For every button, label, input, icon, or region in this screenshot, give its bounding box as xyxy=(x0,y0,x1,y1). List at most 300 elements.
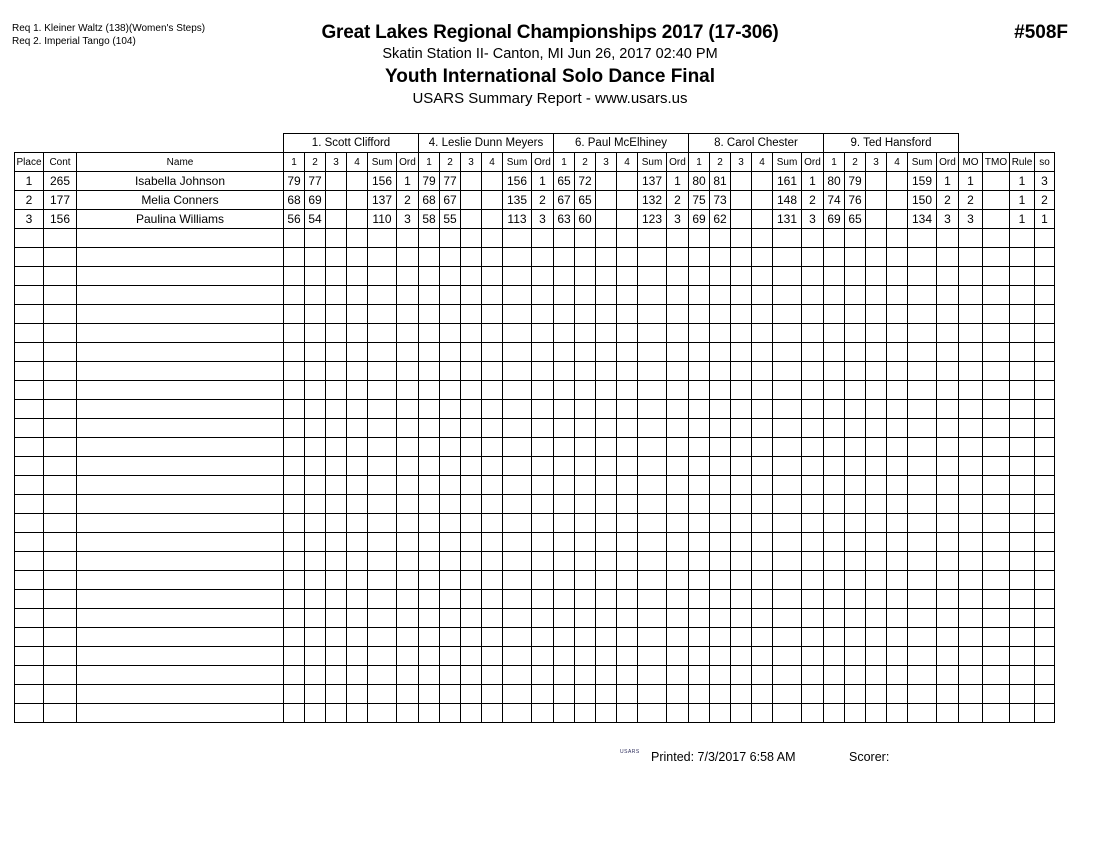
cell-empty xyxy=(959,457,983,476)
cell-empty xyxy=(845,267,866,286)
cell-empty xyxy=(638,438,667,457)
cell-empty xyxy=(689,343,710,362)
cell-empty xyxy=(983,685,1010,704)
cell-empty xyxy=(866,286,887,305)
cell-empty xyxy=(326,685,347,704)
cell-empty xyxy=(667,362,689,381)
table-row-empty[interactable] xyxy=(15,438,1055,457)
cell-empty xyxy=(503,571,532,590)
cell-empty xyxy=(326,457,347,476)
cell-empty xyxy=(305,571,326,590)
cell-empty xyxy=(845,571,866,590)
cell-empty xyxy=(667,704,689,723)
table-row-empty[interactable] xyxy=(15,286,1055,305)
table-row-empty[interactable] xyxy=(15,248,1055,267)
cell-empty xyxy=(397,381,419,400)
cell-empty xyxy=(638,571,667,590)
cell-j4-s2: 81 xyxy=(710,172,731,191)
cell-empty xyxy=(305,609,326,628)
cell-empty xyxy=(937,552,959,571)
cell-j2-ord: 1 xyxy=(532,172,554,191)
col-header-so: so xyxy=(1035,153,1055,172)
cell-empty xyxy=(419,495,440,514)
cell-empty xyxy=(638,552,667,571)
table-row-empty[interactable] xyxy=(15,476,1055,495)
cell-empty xyxy=(959,495,983,514)
cell-empty xyxy=(461,400,482,419)
cell-j2-s3 xyxy=(461,172,482,191)
cell-empty xyxy=(347,248,368,267)
cell-empty xyxy=(710,400,731,419)
cell-empty xyxy=(824,571,845,590)
cell-empty xyxy=(532,362,554,381)
cell-j2-s4 xyxy=(482,210,503,229)
table-row-empty[interactable] xyxy=(15,229,1055,248)
cell-empty xyxy=(908,628,937,647)
cell-empty xyxy=(866,514,887,533)
cell-empty xyxy=(710,666,731,685)
cell-empty xyxy=(305,248,326,267)
cell-empty xyxy=(15,704,44,723)
cell-empty xyxy=(44,552,77,571)
cell-empty xyxy=(752,704,773,723)
table-row-empty[interactable] xyxy=(15,609,1055,628)
cell-empty xyxy=(866,533,887,552)
table-row-empty[interactable] xyxy=(15,305,1055,324)
cell-j3-s4 xyxy=(617,172,638,191)
cell-empty xyxy=(77,685,284,704)
table-row-empty[interactable] xyxy=(15,400,1055,419)
cell-empty xyxy=(440,438,461,457)
cell-empty xyxy=(461,495,482,514)
cell-empty xyxy=(908,704,937,723)
cell-empty xyxy=(77,267,284,286)
cell-empty xyxy=(368,571,397,590)
cell-empty xyxy=(77,286,284,305)
cell-empty xyxy=(305,647,326,666)
table-row-empty[interactable] xyxy=(15,685,1055,704)
cell-empty xyxy=(397,343,419,362)
cell-empty xyxy=(1035,229,1055,248)
cell-empty xyxy=(368,267,397,286)
cell-empty xyxy=(482,647,503,666)
col-header-j2-3: 3 xyxy=(461,153,482,172)
cell-empty xyxy=(638,229,667,248)
cell-empty xyxy=(532,305,554,324)
cell-empty xyxy=(554,514,575,533)
cell-empty xyxy=(937,476,959,495)
cell-empty xyxy=(347,666,368,685)
cell-j4-sum: 148 xyxy=(773,191,802,210)
cell-empty xyxy=(15,267,44,286)
col-header-j5-4: 4 xyxy=(887,153,908,172)
cell-empty xyxy=(440,628,461,647)
cell-empty xyxy=(532,552,554,571)
table-row-empty[interactable] xyxy=(15,533,1055,552)
cell-empty xyxy=(305,267,326,286)
cell-empty xyxy=(710,457,731,476)
cell-empty xyxy=(845,514,866,533)
cell-empty xyxy=(77,533,284,552)
cell-empty xyxy=(532,685,554,704)
cell-empty xyxy=(731,609,752,628)
cell-empty xyxy=(15,438,44,457)
cell-empty xyxy=(845,704,866,723)
cell-empty xyxy=(575,647,596,666)
cell-j2-s4 xyxy=(482,172,503,191)
cell-empty xyxy=(284,685,305,704)
cell-empty xyxy=(461,647,482,666)
table-row-empty[interactable] xyxy=(15,647,1055,666)
cell-empty xyxy=(689,457,710,476)
cell-empty xyxy=(802,628,824,647)
cell-empty xyxy=(347,400,368,419)
cell-empty xyxy=(937,457,959,476)
cell-empty xyxy=(15,400,44,419)
cell-empty xyxy=(44,438,77,457)
cell-empty xyxy=(959,381,983,400)
cell-j1-s1: 56 xyxy=(284,210,305,229)
cell-empty xyxy=(908,514,937,533)
cell-skater-name: Isabella Johnson xyxy=(77,172,284,191)
cell-empty xyxy=(866,267,887,286)
cell-empty xyxy=(482,457,503,476)
cell-empty xyxy=(887,628,908,647)
table-row-empty[interactable] xyxy=(15,324,1055,343)
cell-empty xyxy=(554,305,575,324)
cell-empty xyxy=(368,438,397,457)
cell-empty xyxy=(347,514,368,533)
cell-empty xyxy=(15,571,44,590)
cell-empty xyxy=(1010,343,1035,362)
cell-empty xyxy=(667,248,689,267)
cell-empty xyxy=(305,590,326,609)
cell-empty xyxy=(773,324,802,343)
cell-empty xyxy=(368,362,397,381)
cell-empty xyxy=(44,229,77,248)
cell-empty xyxy=(419,552,440,571)
cell-empty xyxy=(752,343,773,362)
table-row-empty[interactable] xyxy=(15,381,1055,400)
cell-empty xyxy=(908,609,937,628)
table-row-empty[interactable] xyxy=(15,628,1055,647)
cell-empty xyxy=(824,514,845,533)
cell-empty xyxy=(959,400,983,419)
cell-empty xyxy=(575,514,596,533)
cell-empty xyxy=(959,704,983,723)
cell-j2-s1: 79 xyxy=(419,172,440,191)
cell-empty xyxy=(482,590,503,609)
cell-empty xyxy=(959,419,983,438)
cell-j3-s1: 63 xyxy=(554,210,575,229)
table-row-empty[interactable] xyxy=(15,457,1055,476)
cell-empty xyxy=(326,609,347,628)
cell-empty xyxy=(575,381,596,400)
cell-empty xyxy=(44,666,77,685)
cell-empty xyxy=(440,229,461,248)
col-header-j3-1: 1 xyxy=(554,153,575,172)
cell-empty xyxy=(731,628,752,647)
cell-empty xyxy=(44,267,77,286)
cell-empty xyxy=(554,419,575,438)
cell-j1-s2: 77 xyxy=(305,172,326,191)
table-row-empty[interactable] xyxy=(15,666,1055,685)
cell-empty xyxy=(326,362,347,381)
cell-empty xyxy=(845,552,866,571)
cell-empty xyxy=(284,495,305,514)
cell-empty xyxy=(368,286,397,305)
cell-empty xyxy=(710,343,731,362)
cell-empty xyxy=(284,457,305,476)
cell-empty xyxy=(44,533,77,552)
cell-empty xyxy=(397,647,419,666)
cell-empty xyxy=(959,229,983,248)
cell-empty xyxy=(575,666,596,685)
cell-empty xyxy=(44,457,77,476)
cell-empty xyxy=(983,628,1010,647)
cell-empty xyxy=(368,552,397,571)
cell-empty xyxy=(937,381,959,400)
cell-empty xyxy=(596,457,617,476)
table-row-empty[interactable] xyxy=(15,704,1055,723)
cell-empty xyxy=(305,400,326,419)
cell-empty xyxy=(824,324,845,343)
cell-empty xyxy=(440,666,461,685)
cell-empty xyxy=(731,457,752,476)
cell-empty xyxy=(937,438,959,457)
cell-j2-s1: 58 xyxy=(419,210,440,229)
cell-empty xyxy=(284,590,305,609)
cell-empty xyxy=(983,381,1010,400)
cell-empty xyxy=(983,533,1010,552)
cell-empty xyxy=(845,343,866,362)
cell-empty xyxy=(617,286,638,305)
cell-j3-s2: 65 xyxy=(575,191,596,210)
table-row-empty[interactable] xyxy=(15,419,1055,438)
cell-empty xyxy=(689,704,710,723)
cell-empty xyxy=(596,286,617,305)
cell-empty xyxy=(44,628,77,647)
cell-empty xyxy=(368,704,397,723)
cell-empty xyxy=(44,324,77,343)
cell-empty xyxy=(440,552,461,571)
cell-empty xyxy=(305,495,326,514)
cell-empty xyxy=(617,647,638,666)
cell-empty xyxy=(503,248,532,267)
cell-j5-s1: 69 xyxy=(824,210,845,229)
cell-empty xyxy=(983,438,1010,457)
cell-empty xyxy=(15,229,44,248)
cell-j1-s1: 79 xyxy=(284,172,305,191)
table-row[interactable] xyxy=(15,210,1055,229)
cell-empty xyxy=(887,381,908,400)
cell-empty xyxy=(983,324,1010,343)
cell-j2-s2: 67 xyxy=(440,191,461,210)
cell-empty xyxy=(575,628,596,647)
cell-empty xyxy=(824,495,845,514)
cell-empty xyxy=(347,362,368,381)
cell-empty xyxy=(482,704,503,723)
cell-empty xyxy=(15,248,44,267)
cell-empty xyxy=(983,362,1010,381)
cell-empty xyxy=(397,362,419,381)
cell-empty xyxy=(1010,476,1035,495)
cell-empty xyxy=(503,609,532,628)
cell-empty xyxy=(368,400,397,419)
cell-empty xyxy=(77,362,284,381)
table-row-empty[interactable] xyxy=(15,590,1055,609)
cell-empty xyxy=(752,609,773,628)
cell-empty xyxy=(752,400,773,419)
cell-empty xyxy=(77,476,284,495)
cell-empty xyxy=(532,533,554,552)
cell-empty xyxy=(532,381,554,400)
table-row-empty[interactable] xyxy=(15,552,1055,571)
cell-empty xyxy=(689,419,710,438)
table-row-empty[interactable] xyxy=(15,514,1055,533)
cell-empty xyxy=(461,533,482,552)
cell-empty xyxy=(773,666,802,685)
cell-empty xyxy=(617,457,638,476)
cell-empty xyxy=(419,324,440,343)
cell-empty xyxy=(284,381,305,400)
cell-empty xyxy=(937,229,959,248)
cell-empty xyxy=(77,609,284,628)
cell-empty xyxy=(617,343,638,362)
cell-empty xyxy=(617,419,638,438)
cell-empty xyxy=(845,590,866,609)
cell-empty xyxy=(802,419,824,438)
cell-empty xyxy=(482,381,503,400)
cell-empty xyxy=(44,419,77,438)
cell-empty xyxy=(397,229,419,248)
cell-empty xyxy=(710,647,731,666)
cell-empty xyxy=(937,571,959,590)
cell-empty xyxy=(710,267,731,286)
cell-empty xyxy=(845,685,866,704)
cell-empty xyxy=(44,381,77,400)
cell-empty xyxy=(667,590,689,609)
cell-empty xyxy=(482,533,503,552)
table-row-empty[interactable] xyxy=(15,343,1055,362)
cell-empty xyxy=(368,248,397,267)
cell-empty xyxy=(959,685,983,704)
cell-empty xyxy=(44,343,77,362)
table-row[interactable] xyxy=(15,191,1055,210)
cell-empty xyxy=(667,419,689,438)
cell-empty xyxy=(731,438,752,457)
cell-empty xyxy=(908,666,937,685)
cell-empty xyxy=(773,305,802,324)
cell-empty xyxy=(689,229,710,248)
cell-empty xyxy=(908,647,937,666)
cell-j3-sum: 137 xyxy=(638,172,667,191)
cell-empty xyxy=(554,286,575,305)
cell-j1-s4 xyxy=(347,210,368,229)
cell-empty xyxy=(284,343,305,362)
score-summary-table xyxy=(14,133,1055,723)
cell-empty xyxy=(596,666,617,685)
cell-empty xyxy=(596,362,617,381)
cell-empty xyxy=(959,324,983,343)
cell-empty xyxy=(752,647,773,666)
cell-empty xyxy=(887,533,908,552)
cell-j1-s3 xyxy=(326,210,347,229)
table-row-empty[interactable] xyxy=(15,571,1055,590)
table-row-empty[interactable] xyxy=(15,362,1055,381)
cell-empty xyxy=(773,248,802,267)
cell-empty xyxy=(731,495,752,514)
cell-empty xyxy=(554,533,575,552)
cell-empty xyxy=(824,666,845,685)
cell-empty xyxy=(667,229,689,248)
col-header-j5-sum: Sum xyxy=(908,153,937,172)
cell-empty xyxy=(305,419,326,438)
cell-empty xyxy=(575,476,596,495)
cell-empty xyxy=(689,248,710,267)
cell-empty xyxy=(368,343,397,362)
table-row-empty[interactable] xyxy=(15,267,1055,286)
cell-empty xyxy=(482,609,503,628)
cell-empty xyxy=(959,609,983,628)
cell-j1-ord: 2 xyxy=(397,191,419,210)
cell-empty xyxy=(440,381,461,400)
cell-empty xyxy=(326,267,347,286)
cell-empty xyxy=(845,419,866,438)
cell-empty xyxy=(638,514,667,533)
cell-empty xyxy=(461,438,482,457)
cell-empty xyxy=(503,476,532,495)
cell-empty xyxy=(937,362,959,381)
requirement-line-2: Req 2. Imperial Tango (104) xyxy=(12,36,136,47)
cell-empty xyxy=(461,609,482,628)
cell-empty xyxy=(461,229,482,248)
cell-j5-s3 xyxy=(866,191,887,210)
cell-empty xyxy=(638,628,667,647)
cell-empty xyxy=(667,457,689,476)
cell-empty xyxy=(554,476,575,495)
cell-empty xyxy=(326,476,347,495)
cell-empty xyxy=(824,704,845,723)
cell-empty xyxy=(638,704,667,723)
cell-empty xyxy=(419,457,440,476)
cell-empty xyxy=(284,400,305,419)
cell-empty xyxy=(802,685,824,704)
table-row-empty[interactable] xyxy=(15,495,1055,514)
cell-empty xyxy=(617,495,638,514)
cell-empty xyxy=(461,267,482,286)
cell-j1-ord: 1 xyxy=(397,172,419,191)
cell-j5-s3 xyxy=(866,172,887,191)
cell-empty xyxy=(617,381,638,400)
cell-empty xyxy=(596,552,617,571)
cell-empty xyxy=(824,419,845,438)
table-row[interactable] xyxy=(15,172,1055,191)
cell-so: 2 xyxy=(1035,191,1055,210)
cell-empty xyxy=(326,647,347,666)
cell-empty xyxy=(575,229,596,248)
cell-empty xyxy=(461,419,482,438)
cell-empty xyxy=(419,647,440,666)
cell-empty xyxy=(959,590,983,609)
cell-empty xyxy=(983,457,1010,476)
cell-empty xyxy=(503,552,532,571)
cell-empty xyxy=(575,343,596,362)
cell-empty xyxy=(15,476,44,495)
cell-empty xyxy=(845,666,866,685)
cell-empty xyxy=(554,628,575,647)
col-header-j5-2: 2 xyxy=(845,153,866,172)
